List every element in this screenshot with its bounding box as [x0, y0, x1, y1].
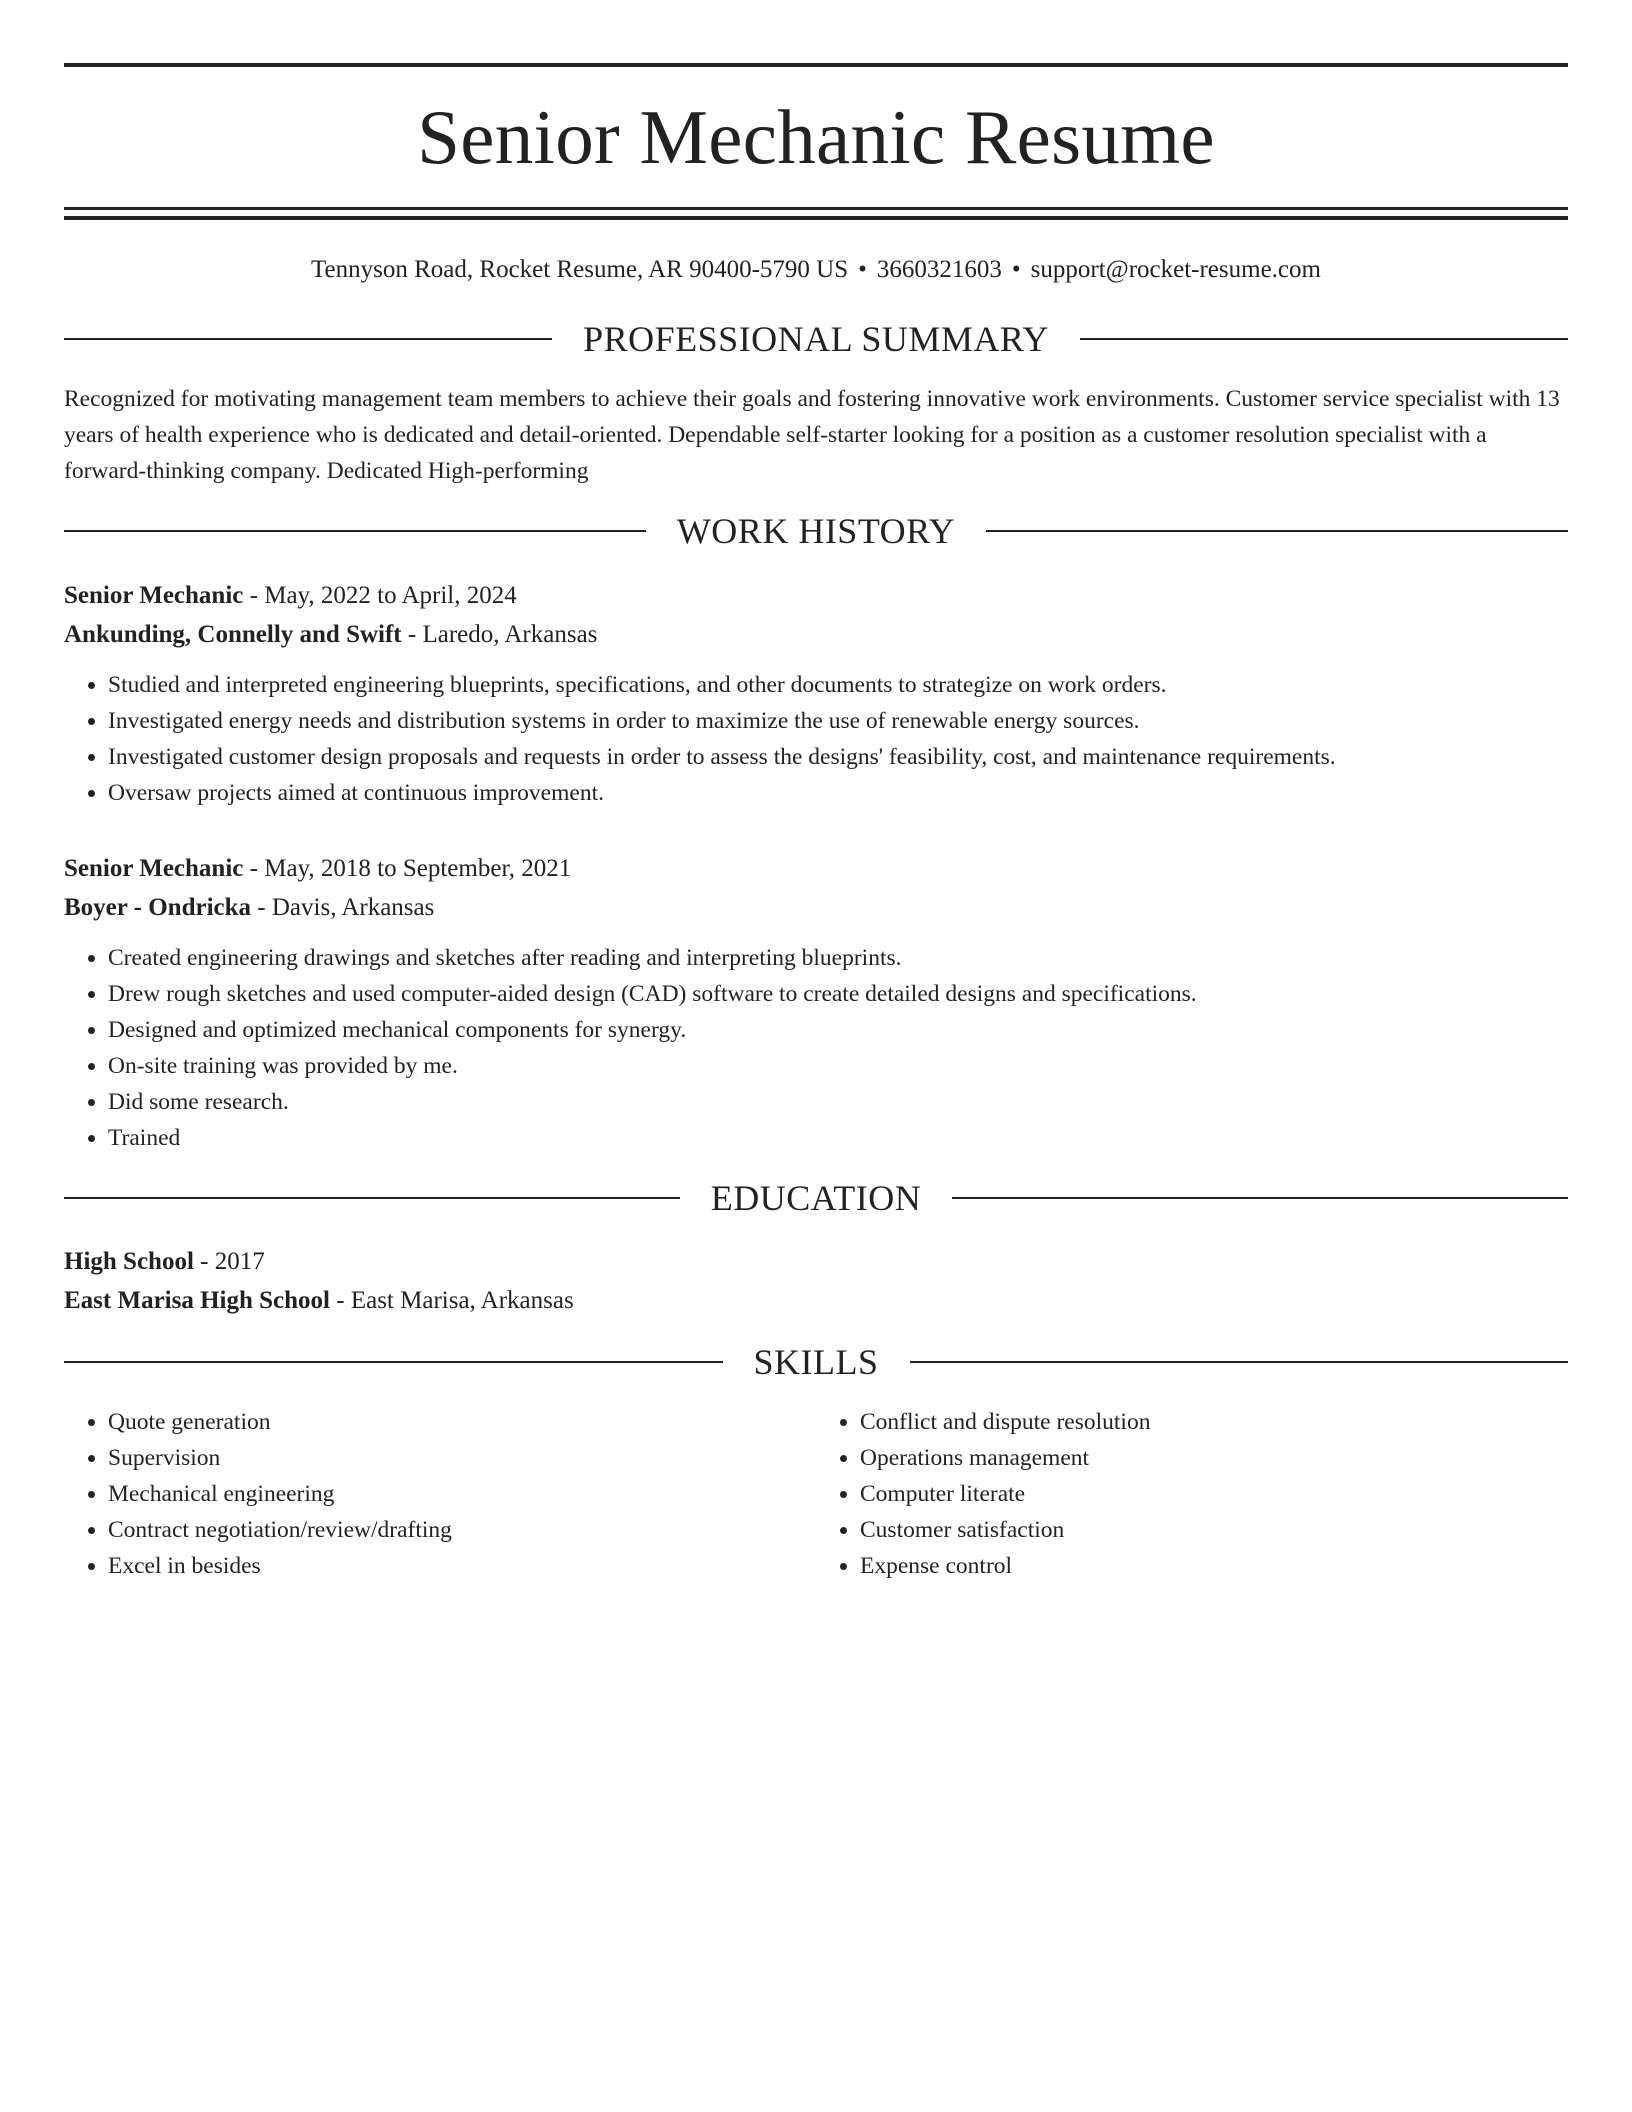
section-title: SKILLS	[753, 1341, 879, 1382]
list-item: • Conflict and dispute resolution	[860, 1404, 1568, 1440]
list-item: • Oversaw projects aimed at continuous improvement.	[108, 775, 1568, 811]
education-degree-line	[64, 1242, 1568, 1281]
heading-rule	[952, 1197, 1568, 1199]
contact-address: Tennyson Road, Rocket Resume, AR 90400-5790 US	[311, 256, 849, 283]
heading-rule	[1080, 338, 1568, 340]
job-bullet-list	[64, 667, 1568, 811]
education-school-line	[64, 1281, 1568, 1320]
job-location: - Laredo, Arkansas	[401, 620, 598, 648]
job-title-line	[64, 849, 1568, 888]
section-title: EDUCATION	[710, 1177, 922, 1218]
job-bullet-list	[64, 940, 1568, 1156]
list-item: • On-site training was provided by me.	[108, 1048, 1568, 1084]
resume-title: Senior Mechanic Resume	[417, 94, 1215, 180]
list-item: • Operations management	[860, 1440, 1568, 1476]
job-company-line	[64, 888, 1568, 927]
summary-text: Recognized for motivating management team members to achieve their goals and fostering innovative work environments. Customer service specialist with 13 years of health experience who is dedicated and detail-oriented. Dependable self-starter looking for a position as a customer resolution specialist with a forward-thinking company. Dedicated High-performing	[64, 386, 1560, 484]
heading-rule	[64, 338, 552, 340]
list-item: • Contract negotiation/review/drafting	[108, 1512, 816, 1548]
list-item: • Mechanical engineering	[108, 1476, 816, 1512]
job-company: Ankunding, Connelly and Swift	[64, 620, 402, 648]
job-title-line	[64, 576, 1568, 615]
job-entry	[64, 576, 1568, 811]
heading-rule	[64, 1361, 723, 1363]
job-company-line	[64, 615, 1568, 654]
job-location: - Davis, Arkansas	[251, 893, 435, 921]
list-item: • Supervision	[108, 1440, 816, 1476]
education-degree: High School	[64, 1247, 194, 1275]
heading-rule	[64, 1197, 680, 1199]
education-year: - 2017	[193, 1247, 265, 1275]
section-heading-summary	[64, 321, 1568, 357]
skills-list-right	[816, 1404, 1568, 1584]
contact-email: support@rocket-resume.com	[1030, 256, 1321, 283]
list-item: • Trained	[108, 1120, 1568, 1156]
list-item: • Computer literate	[860, 1476, 1568, 1512]
contact-separator: •	[1011, 256, 1021, 283]
education-location: - East Marisa, Arkansas	[330, 1286, 574, 1314]
list-item: • Expense control	[860, 1548, 1568, 1584]
list-item: • Designed and optimized mechanical components for synergy.	[108, 1012, 1568, 1048]
list-item: • Did some research.	[108, 1084, 1568, 1120]
education-entry	[64, 1242, 1568, 1320]
top-rule	[64, 63, 1568, 67]
title-double-rule	[64, 207, 1568, 220]
list-item: • Investigated energy needs and distribution systems in order to maximize the use of renewable energy sources.	[108, 703, 1568, 739]
heading-rule	[64, 530, 646, 532]
section-title: WORK HISTORY	[676, 510, 956, 551]
skills-columns	[64, 1404, 1568, 1584]
section-title: PROFESSIONAL SUMMARY	[583, 319, 1049, 359]
contact-separator: •	[858, 256, 867, 283]
heading-rule	[986, 530, 1568, 532]
heading-rule	[910, 1361, 1569, 1363]
contact-phone: 3660321603	[876, 256, 1002, 283]
job-dates: - May, 2022 to April, 2024	[243, 581, 517, 609]
skills-list-left	[64, 1404, 816, 1584]
list-item: • Studied and interpreted engineering blueprints, specifications, and other documents to strategize on work orders.	[108, 667, 1568, 703]
job-dates: - May, 2018 to September, 2021	[243, 854, 572, 882]
list-item: • Customer satisfaction	[860, 1512, 1568, 1548]
list-item: • Drew rough sketches and used computer-aided design (CAD) software to create detailed designs and specifications.	[108, 976, 1568, 1012]
section-heading-education	[64, 1177, 1568, 1218]
section-heading-skills	[64, 1341, 1568, 1382]
contact-line	[64, 255, 1568, 285]
list-item: • Investigated customer design proposals and requests in order to assess the designs' feasibility, cost, and maintenance requirements.	[108, 739, 1568, 775]
list-item: • Quote generation	[108, 1404, 816, 1440]
list-item: • Created engineering drawings and sketches after reading and interpreting blueprints.	[108, 940, 1568, 976]
job-title: Senior Mechanic	[64, 581, 244, 609]
job-company: Boyer - Ondricka	[64, 893, 252, 921]
education-school: East Marisa High School	[64, 1286, 330, 1314]
job-entry	[64, 849, 1568, 1156]
job-title: Senior Mechanic	[64, 854, 244, 882]
section-heading-work-history	[64, 510, 1568, 551]
list-item: • Excel in besides	[108, 1548, 816, 1584]
